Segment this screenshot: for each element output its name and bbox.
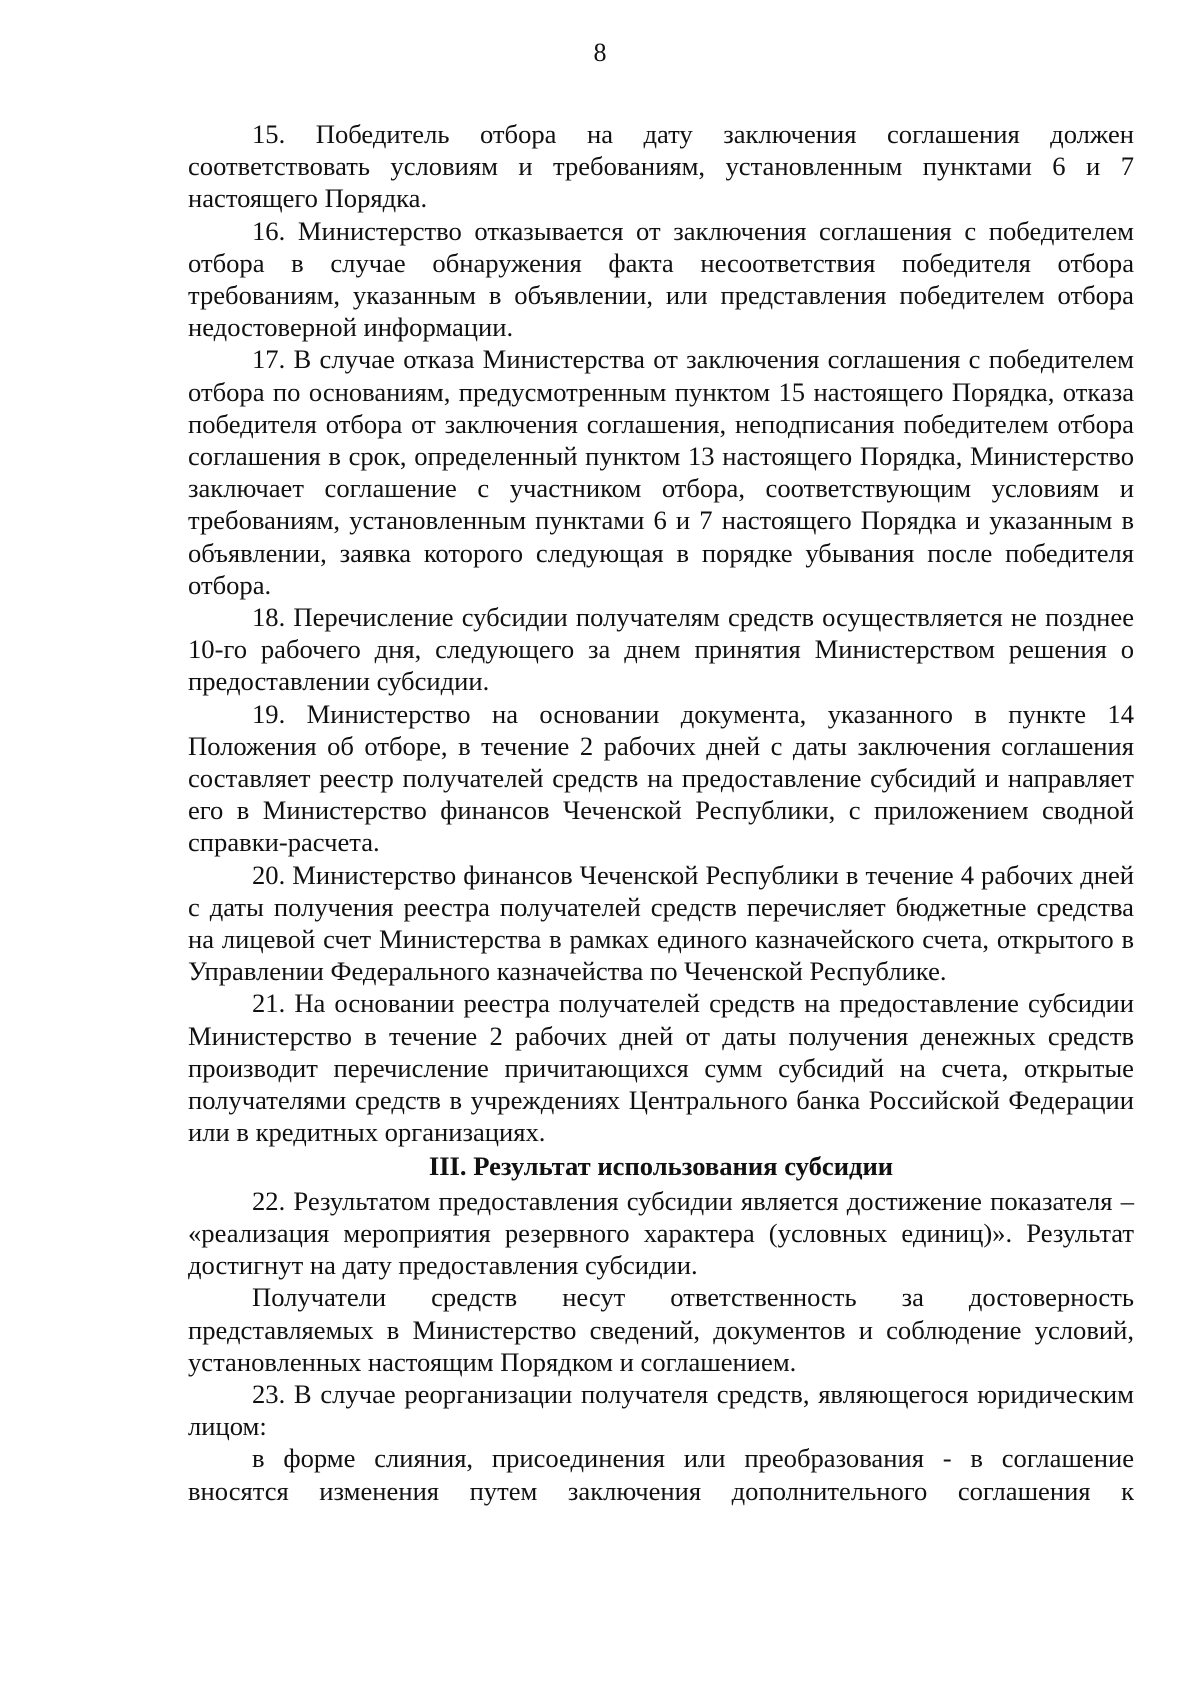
section-heading: III. Результат использования субсидии xyxy=(428,1150,894,1181)
paragraph-17: 17. В случае отказа Министерства от заключения соглашения с победителем отбора по основаниям, предусмотренным пунктом 15 настоящего Порядка, отказа победителя отбора от заключения соглашения, неподписания победителем отбора соглашения в срок, определенный пунктом 13 настоящего Порядка, Министерство заключает соглашение с участником отбора, соответствующим условиям и требованиям, установленным пунктами 6 и 7 настоящего Порядка и указанным в объявлении, заявка которого следующая в порядке убывания после победителя отбора. xyxy=(188,344,1134,600)
paragraph-21: 21. На основании реестра получателей средств на предоставление субсидии Министерство в течение 2 рабочих дней от даты получения денежных средств производит перечисление причитающихся сумм субсидий на счета, открытые получателями средств в учреждениях Центрального банка Российской Федерации или в кредитных организациях. xyxy=(188,988,1134,1148)
document-body xyxy=(188,118,1134,1507)
paragraph-22: 22. Результатом предоставления субсидии является достижение показателя – «реализация мероприятия резервного характера (условных единиц)». Результат достигнут на дату предоставления субсидии. xyxy=(188,1185,1134,1281)
paragraph-responsibility: Получатели средств несут ответственность за достоверность представляемых в Министерство сведений, документов и соблюдение условий, установленных настоящим Порядком и соглашением. xyxy=(188,1282,1134,1377)
paragraph-16: 16. Министерство отказывается от заключения соглашения с победителем отбора в случае обнаружения факта несоответствия победителя отбора требованиям, указанным в объявлении, или представления победителем отбора недостоверной информации. xyxy=(188,215,1134,343)
paragraph-23: 23. В случае реорганизации получателя средств, являющегося юридическим лицом: xyxy=(188,1378,1134,1442)
page-number: 8 xyxy=(593,38,607,67)
paragraph-15: 15. Победитель отбора на дату заключения соглашения должен соответствовать условиям и требованиям, установленным пунктами 6 и 7 настоящего Порядка. xyxy=(188,119,1134,214)
paragraph-18: 18. Перечисление субсидии получателям средств осуществляется не позднее 10-го рабочего дня, следующего за днем принятия Министерством решения о предоставлении субсидии. xyxy=(188,602,1134,697)
paragraph-19: 19. Министерство на основании документа, указанного в пункте 14 Положения об отборе, в течение 2 рабочих дней с даты заключения соглашения составляет реестр получателей средств на предоставление субсидий и направляет его в Министерство финансов Чеченской Республики, с приложением сводной справки-расчета. xyxy=(188,698,1134,858)
paragraph-20: 20. Министерство финансов Чеченской Республики в течение 4 рабочих дней с даты получения реестра получателей средств перечисляет бюджетные средства на лицевой счет Министерства в рамках единого казначейского счета, открытого в Управлении Федерального казначейства по Чеченской Республике. xyxy=(188,859,1134,987)
paragraph-reorganization-forms: в форме слияния, присоединения или преобразования - в соглашение вносятся изменения путем заключения дополнительного соглашения к xyxy=(188,1443,1134,1506)
